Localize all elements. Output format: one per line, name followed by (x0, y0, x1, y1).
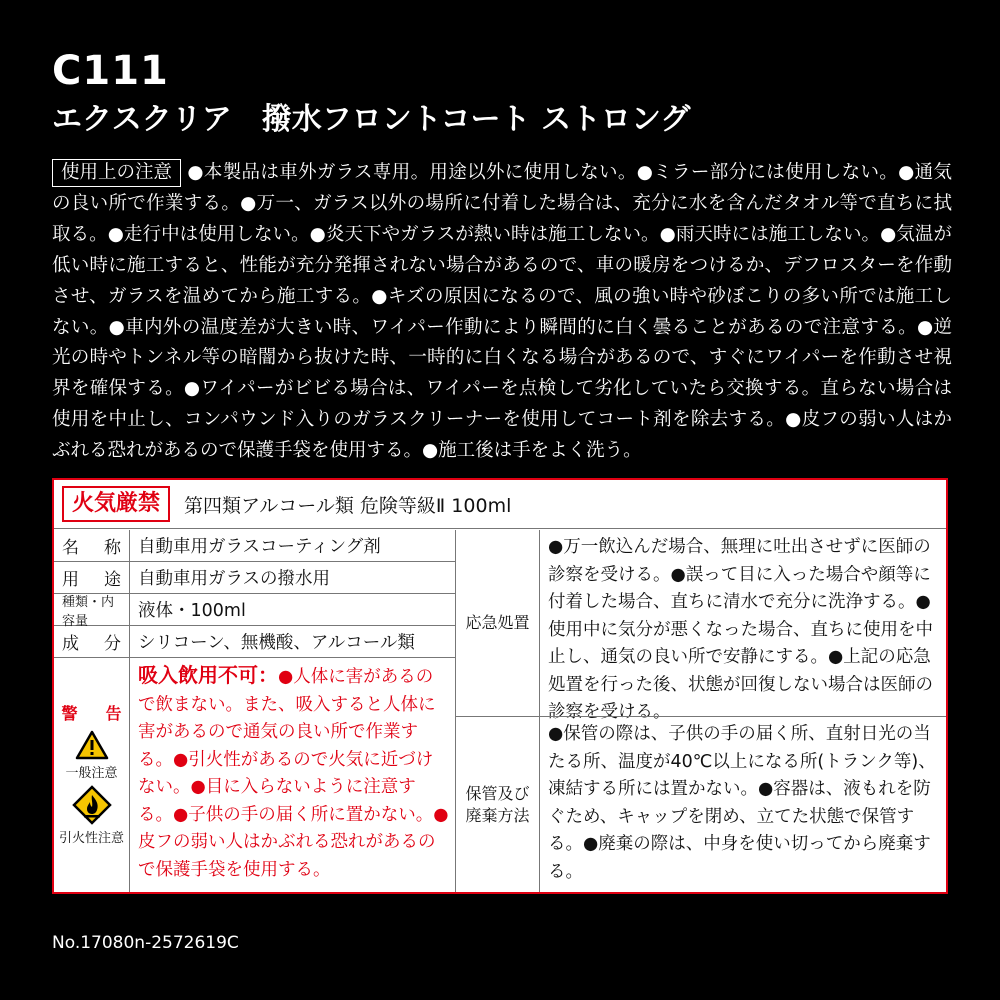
row-label-type (54, 594, 130, 629)
label-text: 種類・内容量 (62, 594, 115, 629)
row-label-use (54, 562, 130, 594)
warning-title-char: 警 (61, 703, 78, 723)
warning-title (62, 701, 122, 724)
hazard-class-text: 第四類アルコール類 危険等級Ⅱ 100ml (184, 494, 512, 517)
info-table (54, 530, 946, 892)
usage-notes-text: ●本製品は車外ガラス専用。用途以外に使用しない。●ミラー部分には使用しない。●通気の良い所で作業する。●万一、ガラス以外の場所に付着した場合は、充分に水を含んだタオル等で直ちに拭取る。●走行中は使用しない。●炎天下やガラスが熱い時は施工しない。●雨天時には施工しない。●気温が低い時に施工すると、性能が充分発揮されない場合があるので、車の暖房をつけるか、デフロスターを作動させ、ガラスを温めてから施工する。●キズの原因になるので、風の強い時や砂ぼこりの多い所では施工しない。●車内外の温度差が大きい時、ワイパー作動により瞬間的に白く曇ることがあるので注意する。●逆光の時やトンネル等の暗闇から抜けた時、一時的に白くなる場合があるので、すぐにワイパーを作動させ視界を確保する。●ワイパーがビビる場合は、ワイパーを点検して劣化していたら交換する。直らない場合は使用を中止し、コンパウンド入りのガラスクリーナーを使用してコート剤を除去する。●皮フの弱い人はかぶれる恐れがあるので保護手袋を使用する。●施工後は手をよく洗う。 (52, 162, 952, 462)
storage-label-line: 廃棄方法 (465, 805, 530, 825)
fire-prohibited-badge: 火気厳禁 (62, 486, 170, 522)
storage-text: ●保管の際は、子供の手の届く所、直射日光の当たる所、温度が40℃以上になる所(トランク等)、凍結する所には置かない。●容器は、液もれを防ぐため、キャップを閉め、立てた状態で保管する。●廃棄の際は、中身を使い切ってから廃棄する。 (548, 724, 936, 882)
first-aid-text: ●万一飲込んだ場合、無理に吐出させずに医師の診察を受ける。●誤って目に入った場合や顔等に付着した場合、直ちに清水で充分に洗浄する。●使用中に気分が悪くなった場合、直ちに使用を中止し、通気の良い所で安静にする。●上記の応急処置を行った後、状態が回復しない場合は医師の診察を受ける。 (548, 537, 933, 722)
label-char: 成 (62, 634, 79, 654)
flammable-icon (72, 785, 112, 825)
row-value-ingredients: シリコーン、無機酸、アルコール類 (130, 626, 456, 658)
storage-label-line: 保管及び (465, 783, 530, 803)
product-name: エクスクリア 撥水フロントコート ストロング (52, 102, 691, 137)
first-aid-label: 応急処置 (456, 530, 540, 716)
row-value-use: 自動車用ガラスの撥水用 (130, 562, 456, 594)
row-value-name: 自動車用ガラスコーティング剤 (130, 530, 456, 562)
usage-notes-label: 使用上の注意 (52, 159, 181, 187)
label-char: 名 (62, 538, 79, 558)
row-value-type: 液体・100ml (130, 594, 456, 626)
row-label-name (54, 530, 130, 562)
warning-text: ●人体に害があるので飲まない。また、吸入すると人体に害があるので通気の良い所で作業する。●引火性があるので火気に近づけない。●目に入らないように注意する。●子供の手の届く所に置かない。●皮フの弱い人はかぶれる恐れがあるので保護手袋を使用する。 (138, 667, 449, 880)
storage-label (456, 717, 540, 892)
warning-label-cell (54, 658, 130, 892)
label-char: 用 (62, 570, 79, 590)
panel-header (54, 480, 946, 529)
no-inhale-ingest-label: 吸入飲用不可： (138, 663, 278, 687)
label-char: 途 (104, 570, 121, 590)
product-number: No.17080n-2572619C (52, 933, 239, 953)
product-code: C111 (52, 48, 169, 94)
general-caution-label: 一般注意 (65, 765, 118, 781)
usage-notes (52, 158, 952, 467)
caution-icon (75, 730, 109, 760)
warning-text-cell (130, 658, 456, 892)
row-label-ingredients (54, 626, 130, 658)
warning-panel (52, 478, 948, 894)
warning-title-char: 告 (105, 703, 122, 723)
flammable-caution-label: 引火性注意 (58, 830, 124, 846)
label-char: 称 (104, 538, 121, 558)
label-char: 分 (104, 634, 121, 654)
